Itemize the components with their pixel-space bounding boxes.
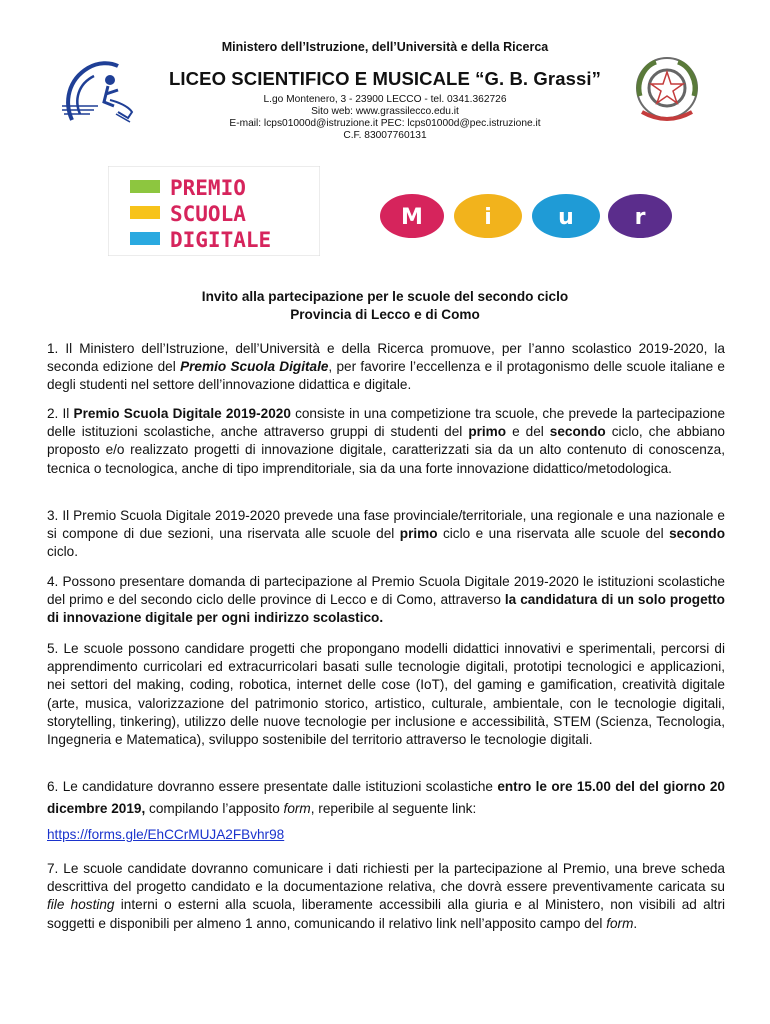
paragraph-5: 5. Le scuole possono candidare progetti che propongano modelli didattici innovativi e sperimentali, percorsi di apprendimento curricolari ed extracurricolari basati sulle tecnologie digitali, prototipi tecnologici e applicazioni, nei settori del making, coding, robotica, internet delle cose (IoT), del gaming e gamification, creatività digitale (arte, musica, valorizzazione del patrimonio storico, artistico, culturale, ambientale, con le tecnologie digitali, storytelling, tinkering), utilizzo delle nuove tecnologie per inclusione e accessibilità, STEM (Scienza, Tecnologia, Ingegneria e Matematica), sviluppo sostenibile del territorio attraverso le tecnologie digitali. <box>47 641 725 748</box>
premio-blue-bar <box>130 232 160 245</box>
premio-green-bar <box>130 180 160 193</box>
school-fiscal-code: C.F. 83007760131 <box>343 130 427 141</box>
school-address: L.go Montenero, 3 - 23900 LECCO - tel. 0341.362726 <box>263 94 507 105</box>
invitation-title: Invito alla partecipazione per le scuole del secondo ciclo <box>201 289 569 304</box>
premio-line-1: PREMIO <box>170 176 246 200</box>
premio-line-3: DIGITALE <box>170 228 272 252</box>
school-email: E-mail: lcps01000d@istruzione.it PEC: lcps01000d@pec.istruzione.it <box>229 118 541 129</box>
invitation-subtitle: Provincia di Lecco e di Como <box>290 307 480 322</box>
application-form-link[interactable]: https://forms.gle/EhCCrMUJA2FBvhr98 <box>47 827 285 842</box>
school-website: Sito web: www.grassilecco.edu.it <box>311 106 459 117</box>
paragraph-3: 3. Il Premio Scuola Digitale 2019-2020 prevede una fase provinciale/territoriale, una regionale e una nazionale e si compone di due sezioni, una riservata alle scuole del primo ciclo e una riservata alle scuole del secondo ciclo. <box>47 508 726 560</box>
ministry-heading: Ministero dell’Istruzione, dell’Università e della Ricerca <box>221 40 549 54</box>
miur-logo <box>378 190 674 242</box>
paragraph-1: 1. Il Ministero dell’Istruzione, dell’Università e della Ricerca promuove, per l’anno scolastico 2019-2020, la seconda edizione del Premio Scuola Digitale, per favorire l’eccellenza e il protagonismo delle scuole italiane e degli studenti nel settore dell’innovazione didattica e digitale. <box>47 341 725 393</box>
paragraph-4: 4. Possono presentare domanda di partecipazione al Premio Scuola Digitale 2019-2020 le istituzioni scolastiche del primo e del secondo ciclo delle province di Lecco e di Como, attraverso la candidatura di un solo progetto di innovazione digitale per ogni indirizzo scolastico. <box>47 574 725 626</box>
paragraph-7: 7. Le scuole candidate dovranno comunicare i dati richiesti per la partecipazione al Premio, una breve scheda descrittiva del progetto candidato e la documentazione relativa, che dovrà essere preventivamente caricata su file hosting interni o esterni alla scuola, liberamente accessibili alla giuria e al Ministero, non visibili ad altri soggetti e disponibili per almeno 1 anno, comunicando il relativo link nell’apposito campo del form. <box>47 861 725 931</box>
school-name: LICEO SCIENTIFICO E MUSICALE “G. B. Grassi” <box>169 68 601 89</box>
miur-letter-u: u <box>558 205 574 230</box>
paragraph-6: 6. Le candidature dovranno essere presentate dalle istituzioni scolastiche entro le ore 15.00 del del giorno 20 dicembre 2019, compilando l’apposito form, reperibile al seguente link: <box>47 779 725 816</box>
premio-yellow-bar <box>130 206 160 219</box>
italian-republic-emblem-icon <box>626 52 708 128</box>
miur-letter-i: i <box>484 205 492 230</box>
paragraph-2: 2. Il Premio Scuola Digitale 2019-2020 consiste in una competizione tra scuole, che prevede la partecipazione delle istituzioni scolastiche, anche attraverso gruppi di studenti del primo e del secondo ciclo, che abbiano proposto e/o realizzato progetti di innovazione digitale, caratterizzati sia da un alto contenuto di conoscenza, tecnica o tecnologica, anche di tipo imprenditoriale, sia da una forte innovazione didattico/metodologica. <box>47 406 726 476</box>
miur-letter-r: r <box>634 205 646 230</box>
premio-line-2: SCUOLA <box>170 202 246 226</box>
premio-scuola-digitale-logo <box>108 166 320 256</box>
miur-letter-m: M <box>401 205 423 230</box>
